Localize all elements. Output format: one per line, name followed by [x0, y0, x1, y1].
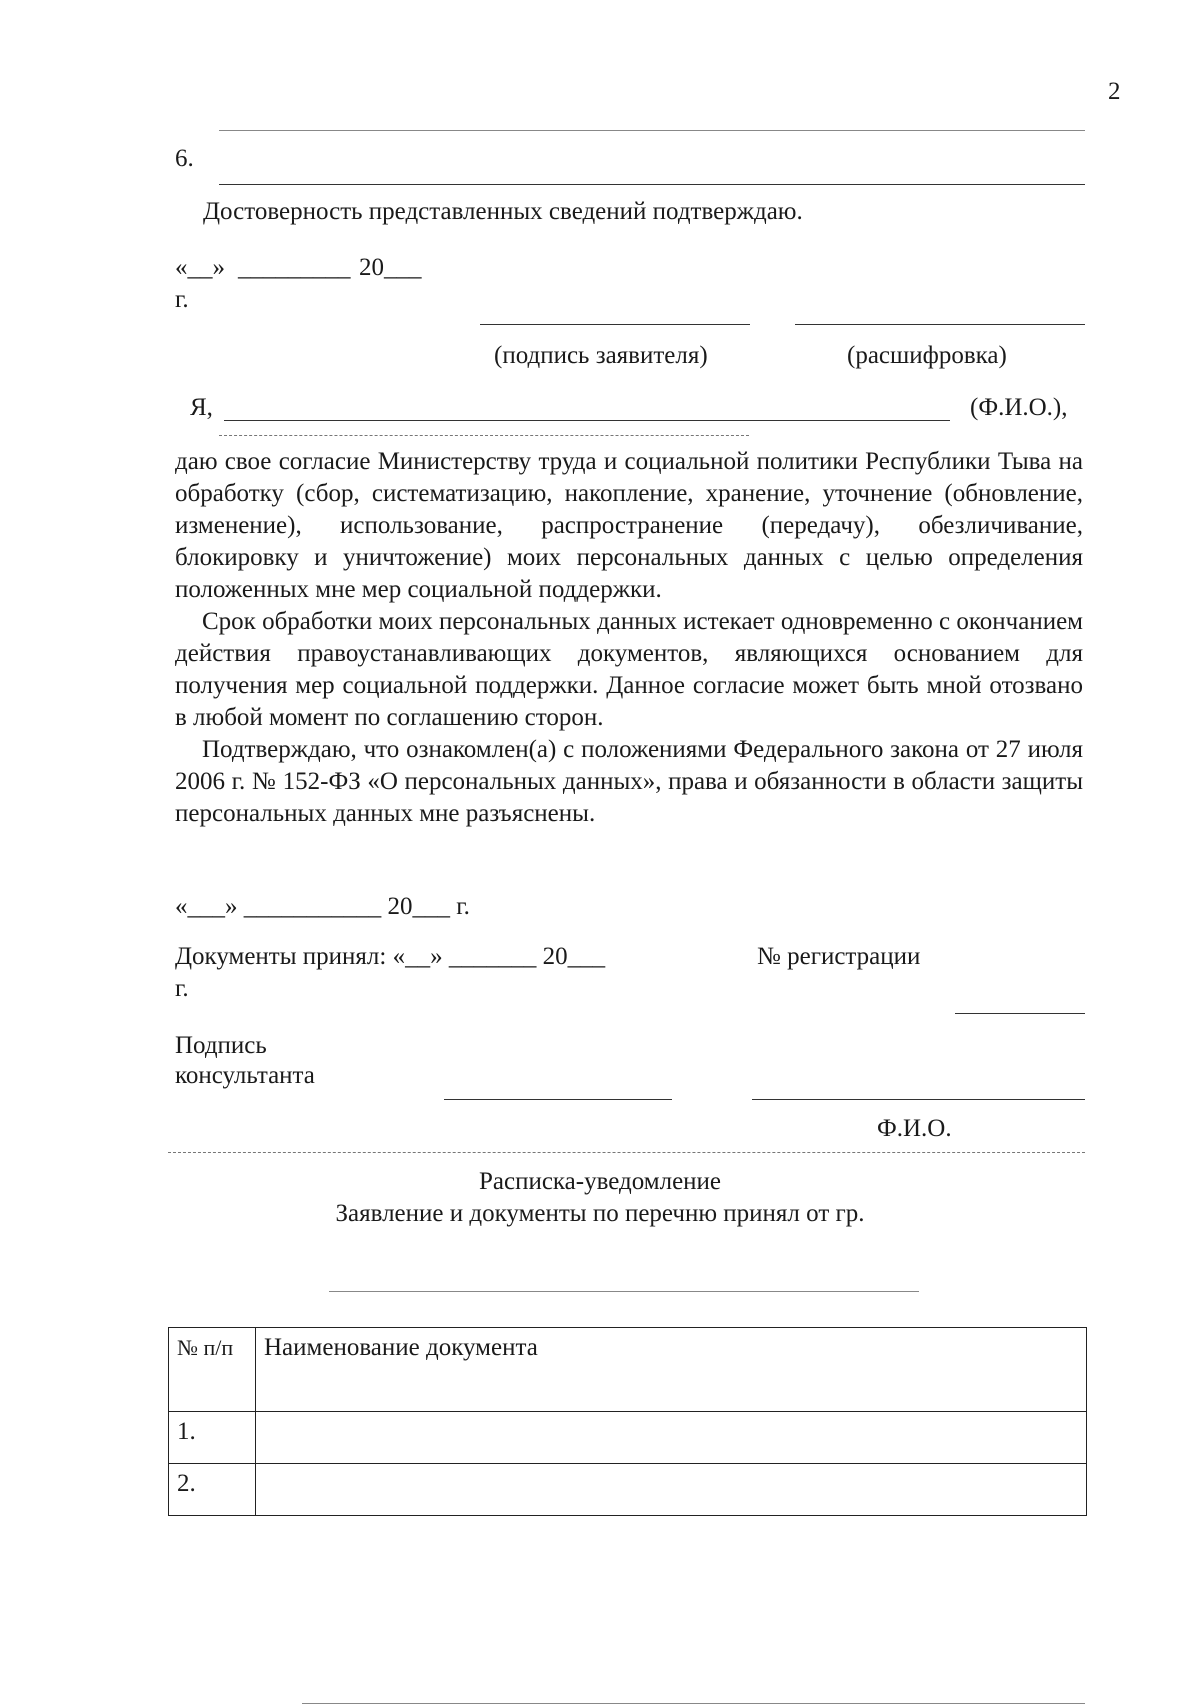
item-6-label: 6. — [175, 145, 194, 172]
cut-line — [168, 1152, 1085, 1153]
row-num: 2. — [169, 1464, 256, 1516]
page-bottom-line — [302, 1703, 1085, 1704]
consent-body — [175, 446, 1083, 830]
consent-fio-caption: (Ф.И.О.), — [970, 394, 1068, 421]
header-name: Наименование документа — [256, 1328, 1087, 1412]
registration-line[interactable] — [955, 1013, 1085, 1014]
accepted-label[interactable]: Документы принял: «__» _______ 20___ — [175, 943, 606, 970]
date-suffix: г. — [175, 286, 189, 313]
confirm-text: Достоверность представленных сведений подтверждаю. — [203, 198, 803, 225]
consultant-fio-caption: Ф.И.О. — [877, 1115, 952, 1142]
receipt-title: Расписка-уведомление — [478, 1168, 722, 1195]
date-open: «__» — [175, 254, 225, 281]
accepted-suffix: г. — [175, 975, 189, 1002]
page-number: 2 — [1108, 78, 1121, 105]
receipt-subtitle: Заявление и документы по перечню принял от гр. — [335, 1200, 865, 1227]
consultant-fio-line[interactable] — [752, 1099, 1085, 1100]
signature-line[interactable] — [480, 324, 750, 325]
table-header-row — [169, 1328, 1087, 1412]
table-row[interactable] — [169, 1412, 1087, 1464]
consent-paragraph-1: даю свое согласие Министерству труда и социальной политики Республики Тыва на обработку (сбор, систематизацию, накопление, хранение, уточнение (обновление, изменение), использование, распространение (передачу), обезличивание, блокировку и уничтожение) моих персональных данных с целью определения положенных мне мер социальной поддержки. — [175, 448, 1083, 603]
consent-paragraph-2: Срок обработки моих персональных данных истекает одновременно с окончанием действия правоустанавливающих документов, являющихся основанием для получения мер социальной поддержки. Данное согласие может быть мной отозвано в любой момент по соглашению сторон. — [175, 608, 1083, 731]
consultant-label-1: Подпись — [175, 1032, 267, 1059]
registration-label: № регистрации — [757, 943, 921, 970]
consent-fio-line[interactable] — [224, 420, 950, 421]
faint-line — [219, 435, 749, 436]
consultant-signature-line[interactable] — [444, 1099, 672, 1100]
table-row[interactable] — [169, 1464, 1087, 1516]
consultant-label-2: консультанта — [175, 1062, 315, 1089]
consent-date[interactable]: «___» ___________ 20___ г. — [175, 893, 470, 920]
date-month-blank[interactable]: _________ — [238, 254, 351, 281]
decoding-caption: (расшифровка) — [847, 342, 1007, 369]
signature-caption: (подпись заявителя) — [494, 342, 708, 369]
blank-line — [219, 130, 1085, 131]
consent-prefix: Я, — [190, 394, 213, 421]
receipt-name-line[interactable] — [329, 1291, 919, 1292]
header-num: № п/п — [169, 1328, 256, 1412]
row-name[interactable] — [256, 1412, 1087, 1464]
item-6-line[interactable] — [219, 184, 1085, 185]
date-year: 20___ — [359, 254, 422, 281]
consent-paragraph-3: Подтверждаю, что ознакомлен(а) с положениями Федерального закона от 27 июля 2006 г. № 152-ФЗ «О персональных данных», права и обязанности в области защиты персональных данных мне разъяснены. — [175, 736, 1083, 827]
row-num: 1. — [169, 1412, 256, 1464]
row-name[interactable] — [256, 1464, 1087, 1516]
documents-table — [168, 1327, 1087, 1516]
decoding-line[interactable] — [795, 324, 1085, 325]
